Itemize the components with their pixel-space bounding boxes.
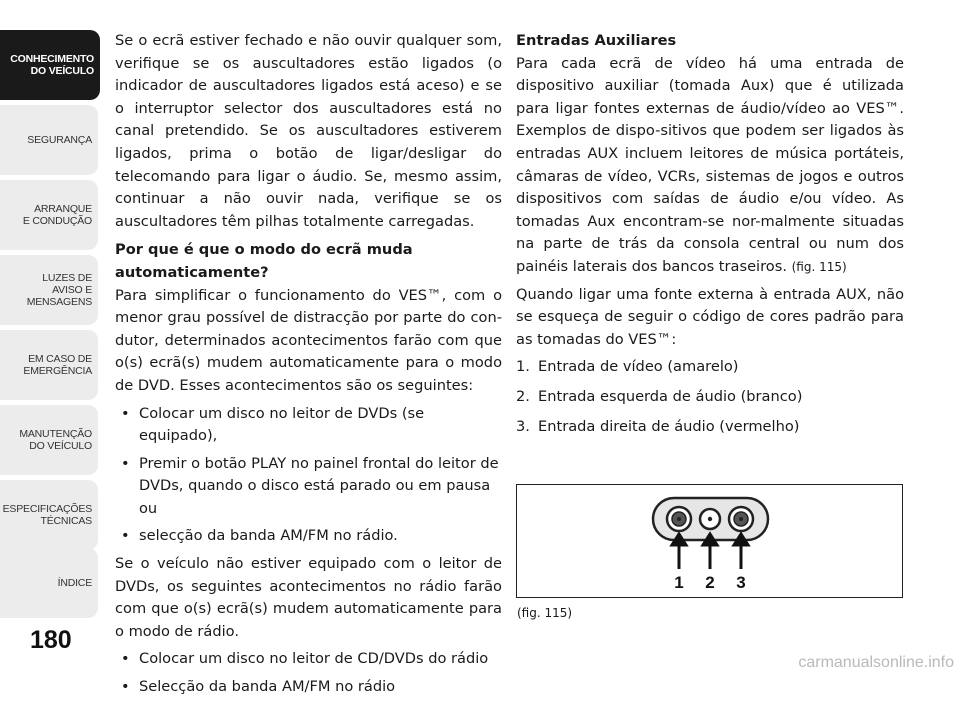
list-item: • Colocar um disco no leitor de DVDs (se equipado), (115, 403, 502, 448)
figure-reference: (fig. 115) (791, 259, 847, 274)
left-column (115, 30, 502, 704)
jack-audio-right-icon (729, 507, 753, 531)
paragraph: Se o ecrã estiver fechado e não ouvir qualquer som, verifique se os auscultadores estão ligados (o indicador de auscultadores ligados está aceso) e se o interruptor selector dos auscultadores está no canal pretendido. Se os auscultadores estiverem ligados, prima o botão de ligar/desligar do telecomando para ligar o áudio. Se, mesmo assim, continuar a não ouvir nada, verifique se os auscultadores têm pilhas totalmente carregadas. (115, 32, 502, 230)
list-item: • selecção da banda AM/FM no rádio. (115, 525, 502, 548)
aux-jacks-illustration (517, 485, 902, 597)
jack-video-icon (667, 507, 691, 531)
paragraph: Se o veículo não estiver equipado com o leitor de DVDs, os seguintes acontecimentos no rádio farão com que o(s) ecrã(s) mudem automaticamente para o modo de rádio. (115, 555, 502, 640)
list-item: 2. Entrada esquerda de áudio (branco) (516, 387, 803, 405)
paragraph: Para simplificar o funcionamento do VES™, com o menor grau possível de distracção por parte do con-dutor, determinados acontecimentos farão com que o(s) ecrã(s) mudem automaticamente para o modo de DVD. Esses acontecimentos são os seguintes: (115, 286, 502, 394)
tab-indice[interactable]: ÍNDICE (0, 548, 98, 618)
chapter-tabs (0, 0, 100, 620)
tab-em-caso-de-emergencia[interactable]: EM CASO DE EMERGÊNCIA (0, 330, 98, 400)
bullet-list (115, 648, 502, 698)
bullet-list (115, 403, 502, 549)
arrow-icons (672, 534, 748, 569)
section-heading: Entradas Auxiliares (516, 32, 677, 49)
tab-luzes-de-aviso[interactable]: LUZES DE AVISO E MENSAGENS (0, 255, 98, 325)
figure-label-3: 3 (736, 573, 746, 592)
figure-label-1: 1 (674, 573, 684, 592)
list-item: 1. Entrada de vídeo (amarelo) (516, 358, 739, 376)
list-item: 3. Entrada direita de áudio (vermelho) (516, 417, 800, 435)
list-item: • Selecção da banda AM/FM no rádio (115, 676, 502, 699)
right-column (516, 30, 904, 445)
tab-conhecimento-do-veiculo[interactable]: CONHECIMENTO DO VEÍCULO (0, 30, 100, 100)
figure-caption: (fig. 115) (517, 606, 573, 620)
page-number: 180 (30, 626, 72, 654)
list-item: • Colocar um disco no leitor de CD/DVDs do rádio (115, 648, 502, 671)
tab-seguranca[interactable]: SEGURANÇA (0, 105, 98, 175)
tab-especificacoes-tecnicas[interactable]: ESPECIFICAÇÕES TÉCNICAS (0, 480, 98, 550)
paragraph: Quando ligar uma fonte externa à entrada AUX, não se esqueça de seguir o código de cores padrão para as tomadas do VES™: (516, 285, 904, 348)
figure-label-2: 2 (705, 573, 715, 592)
list-item: • Premir o botão PLAY no painel frontal do leitor de DVDs, quando o disco está parado ou em pausa ou (115, 453, 502, 521)
paragraph: Para cada ecrã de vídeo há uma entrada de dispositivo auxiliar (tomada Aux) que é utilizada para ligar fontes externas de áudio/vídeo ao VES™. Exemplos de dispo-sitivos que podem ser ligados às entradas AUX incluem leitores de música portáteis, câmaras de vídeo, VCRs, sistemas de jogos e outros dispositivos com saídas de áudio e/ou vídeo. As tomadas Aux encontram-se nor-malmente situadas na parte de trás da consola central ou num dos painéis laterais dos bancos traseiros. (fig. 115) (516, 54, 904, 275)
tab-arranque-e-conducao[interactable]: ARRANQUE E CONDUÇÃO (0, 180, 98, 250)
tab-manutencao-do-veiculo[interactable]: MANUTENÇÃO DO VEÍCULO (0, 405, 98, 475)
section-heading: Por que é que o modo do ecrã muda automaticamente? (115, 241, 413, 281)
numbered-list (516, 356, 904, 438)
aux-jacks-figure (516, 484, 903, 598)
jack-audio-left-icon (700, 509, 720, 529)
watermark: carmanualsonline.info (798, 654, 954, 671)
